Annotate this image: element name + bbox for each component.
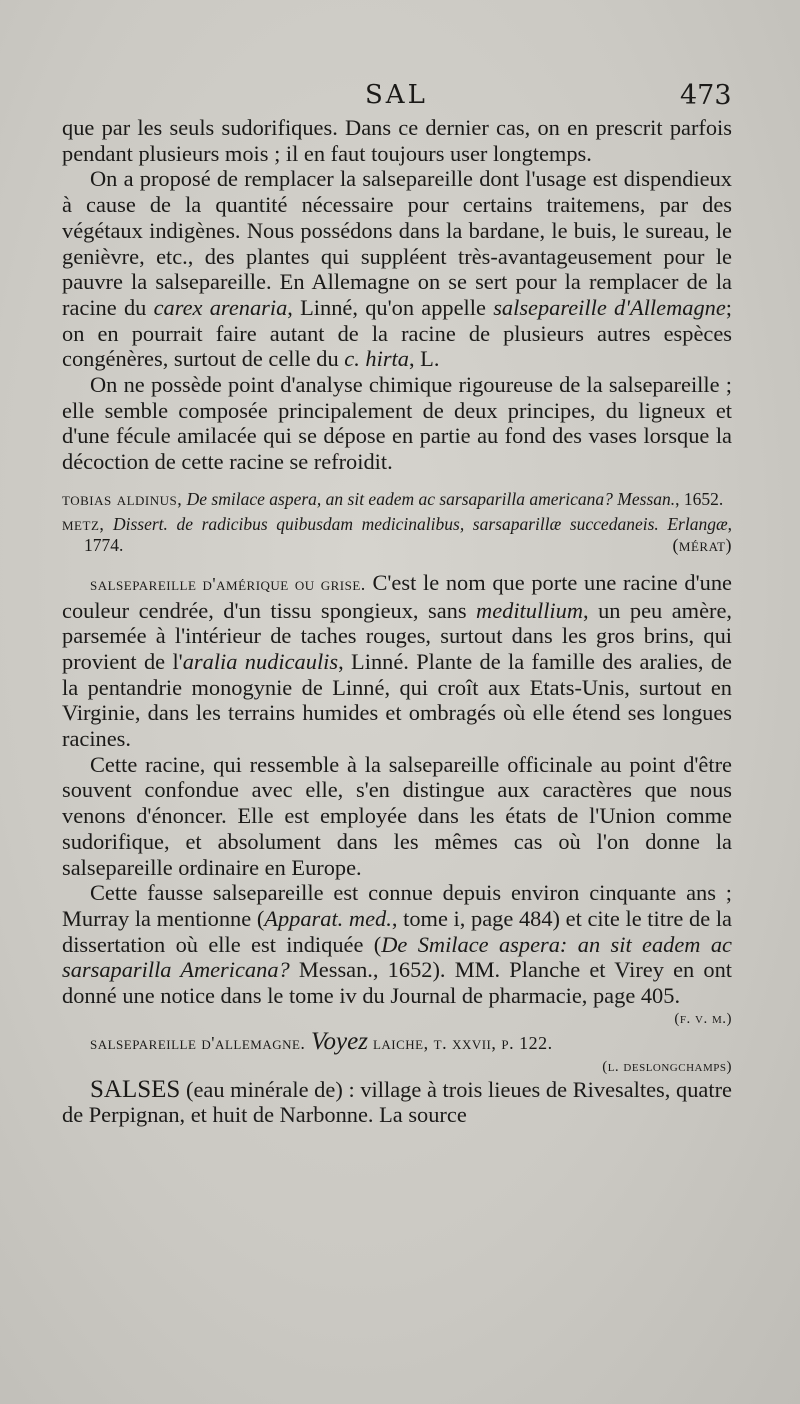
author-signature: (l. deslongchamps) — [602, 1058, 732, 1075]
text-run: (eau minérale de) : village à trois lieues de Rivesaltes, quatre de Perpignan, et huit de Narbonne. La source — [62, 1076, 732, 1128]
text-run: , Linné. Plante de la famille des aralies, de la pentandrie monogynie de Linné, qui croît aux Etats-Unis, surtout en Virginie, dans les terrains humides et ombragés où elle étend ses longues racines. — [62, 648, 732, 752]
text-run: , Linné, qu'on appelle — [287, 294, 494, 320]
entry-paragraph — [62, 1029, 732, 1057]
bibliographic-reference — [62, 489, 732, 510]
text-run: laiche, t. xxvii, p. 122. — [367, 1032, 553, 1053]
reference-author: metz, — [62, 513, 105, 534]
page-body — [62, 115, 732, 1128]
reference-author: tobias aldinus, — [62, 488, 183, 509]
author-signature: (mérat) — [672, 534, 732, 555]
paragraph: Cette racine, qui ressemble à la salsepareille officinale au point d'être souvent confondue avec elle, s'en distingue aux caractères que nous venons d'énoncer. Elle est employée dans les états de l'Union comme sudorifique, et absolument dans les mêmes cas où l'on donne la salsepareille ordinaire en Europe. — [62, 751, 732, 880]
text-run: , tome i, page 484) et cite le titre de la dissertation où elle est indiquée ( — [62, 905, 732, 957]
reference-date: , 1652. — [675, 488, 724, 509]
header-title: SAL — [365, 80, 428, 110]
entry-paragraph — [62, 570, 732, 752]
text-run: , L. — [408, 346, 440, 372]
bibliographic-reference — [62, 514, 732, 556]
text-run: C'est le nom que porte une racine d'une couleur cendrée, d'un tissu spongieux, sans — [62, 569, 732, 623]
page-number: 473 — [680, 80, 732, 111]
text-run: ; on en pourrait faire autant de la racine de plusieurs autres espèces congénères, surtout de celle du — [62, 294, 733, 372]
entry-headword: SALSES — [90, 1075, 181, 1103]
cross-reference: Voyez — [311, 1027, 368, 1055]
entry-paragraph — [62, 1077, 732, 1128]
text-run: , un peu amère, parsemée à l'intérieur de taches rouges, surtout dans les gros brins, qui provient de l' — [62, 597, 732, 674]
entry-headword: salsepareille d'allemagne. — [90, 1032, 306, 1053]
italic-term: c. hirta — [344, 346, 409, 372]
paragraph: On ne possède point d'analyse chimique rigoureuse de la salsepareille ; elle semble composée principalement de deux principes, du ligneux et d'une fécule amilacée qui se dépose en partie au fond des vases lorsque la décoction de cette racine se refroidit. — [62, 372, 732, 475]
paragraph — [62, 166, 732, 372]
reference-title: Dissert. de radicibus quibusdam medicinalibus, sarsaparillæ succedaneis. Erlangæ — [112, 513, 728, 534]
text-run: On a proposé de remplacer la salsepareille dont l'usage est dispendieux à cause de la quantité nécessaire pour certains traitemens, par des végétaux indigènes. Nous possédons dans la bardane, le buis, le sureau, le genièvre, etc., des plantes qui suppléent très-avantageusement pour le pauvre la salsepareille. En Allemagne on se sert pour la remplacer de la racine du — [62, 166, 732, 320]
reference-date: , 1774. — [84, 513, 732, 555]
italic-term: carex arenaria — [153, 294, 288, 320]
italic-term: salsepareille d'Allemagne — [493, 294, 726, 320]
text-run: Cette fausse salsepareille est connue depuis environ cinquante ans ; Murray la mentionne ( — [62, 880, 732, 931]
italic-term: meditullium — [476, 597, 583, 623]
italic-term: aralia nudicaulis — [182, 648, 339, 674]
italic-term: Apparat. med. — [264, 905, 392, 931]
author-signature: (f. v. m.) — [674, 1010, 732, 1027]
reference-title: De smilace aspera, an sit eadem ac sarsaparilla americana? Messan. — [186, 488, 676, 509]
running-header — [0, 80, 800, 120]
paragraph — [62, 880, 732, 1009]
entry-headword: salsepareille d'amérique ou grise. — [90, 573, 366, 594]
paragraph: que par les seuls sudorifiques. Dans ce dernier cas, on en prescrit parfois pendant plusieurs mois ; il en faut toujours user longtemps. — [62, 115, 732, 166]
text-run: Messan., 1652). MM. Planche et Virey en ont donné une notice dans le tome iv du Journal de pharmacie, page 405. — [62, 957, 733, 1009]
italic-term: De Smilace aspera: an sit eadem ac sarsaparilla Americana? — [62, 931, 732, 983]
